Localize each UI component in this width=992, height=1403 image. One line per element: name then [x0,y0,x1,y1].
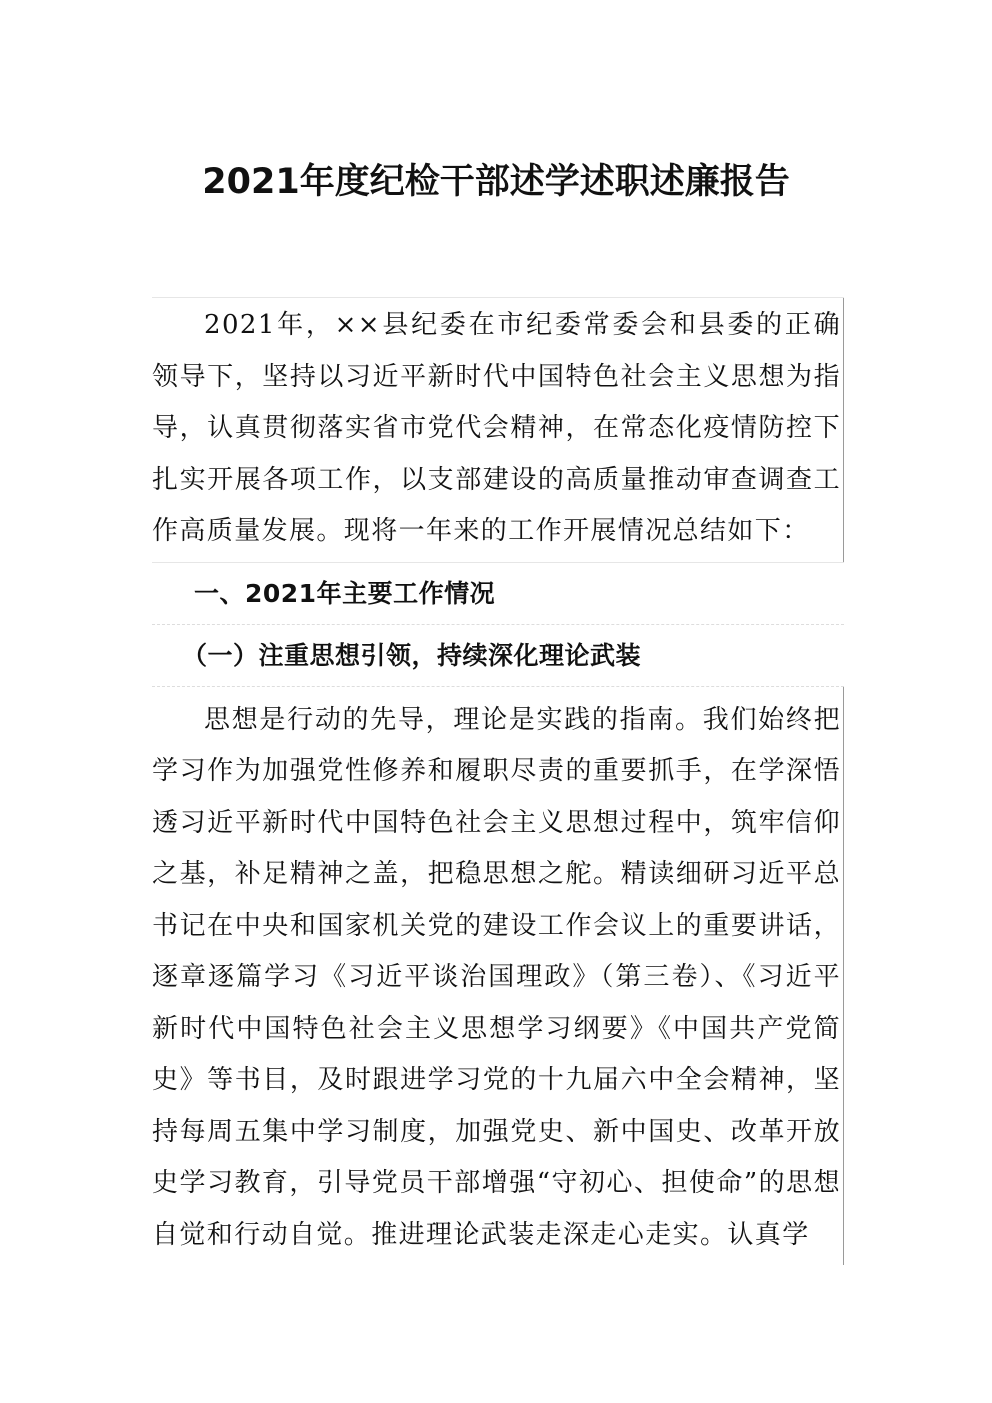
section-heading: 一、2021年主要工作情况 [152,563,844,625]
document-title: 2021年度纪检干部述学述职述廉报告 [202,162,790,202]
document-body [152,297,844,1265]
body-paragraph: 思想是行动的先导，理论是实践的指南。我们始终把学习作为加强党性修养和履职尽责的重要抓手，在学深悟透习近平新时代中国特色社会主义思想过程中，筑牢信仰之基，补足精神之盖，把稳思想之舵。精读细研习近平总书记在中央和国家机关党的建设工作会议上的重要讲话，逐章逐篇学习《习近平谈治国理政》（第三卷）、《习近平新时代中国特色社会主义思想学习纲要》《中国共产党简史》等书目，及时跟进学习党的十九届六中全会精神，坚持每周五集中学习制度，加强党史、新中国史、改革开放史学习教育，引导党员干部增强“守初心、担使命”的思想自觉和行动自觉。推进理论武装走深走心走实。认真学 [152,687,844,1266]
subsection-heading: （一）注重思想引领，持续深化理论武装 [152,625,844,687]
body-block [152,687,844,1266]
section1-block [152,563,844,687]
intro-paragraph: 2021年，××县纪委在市纪委常委会和县委的正确领导下，坚持以习近平新时代中国特色社会主义思想为指导，认真贯彻落实省市党代会精神，在常态化疫情防控下扎实开展各项工作，以支部建设的高质量推动审查调查工作高质量发展。现将一年来的工作开展情况总结如下： [152,298,844,562]
intro-block [152,297,844,563]
